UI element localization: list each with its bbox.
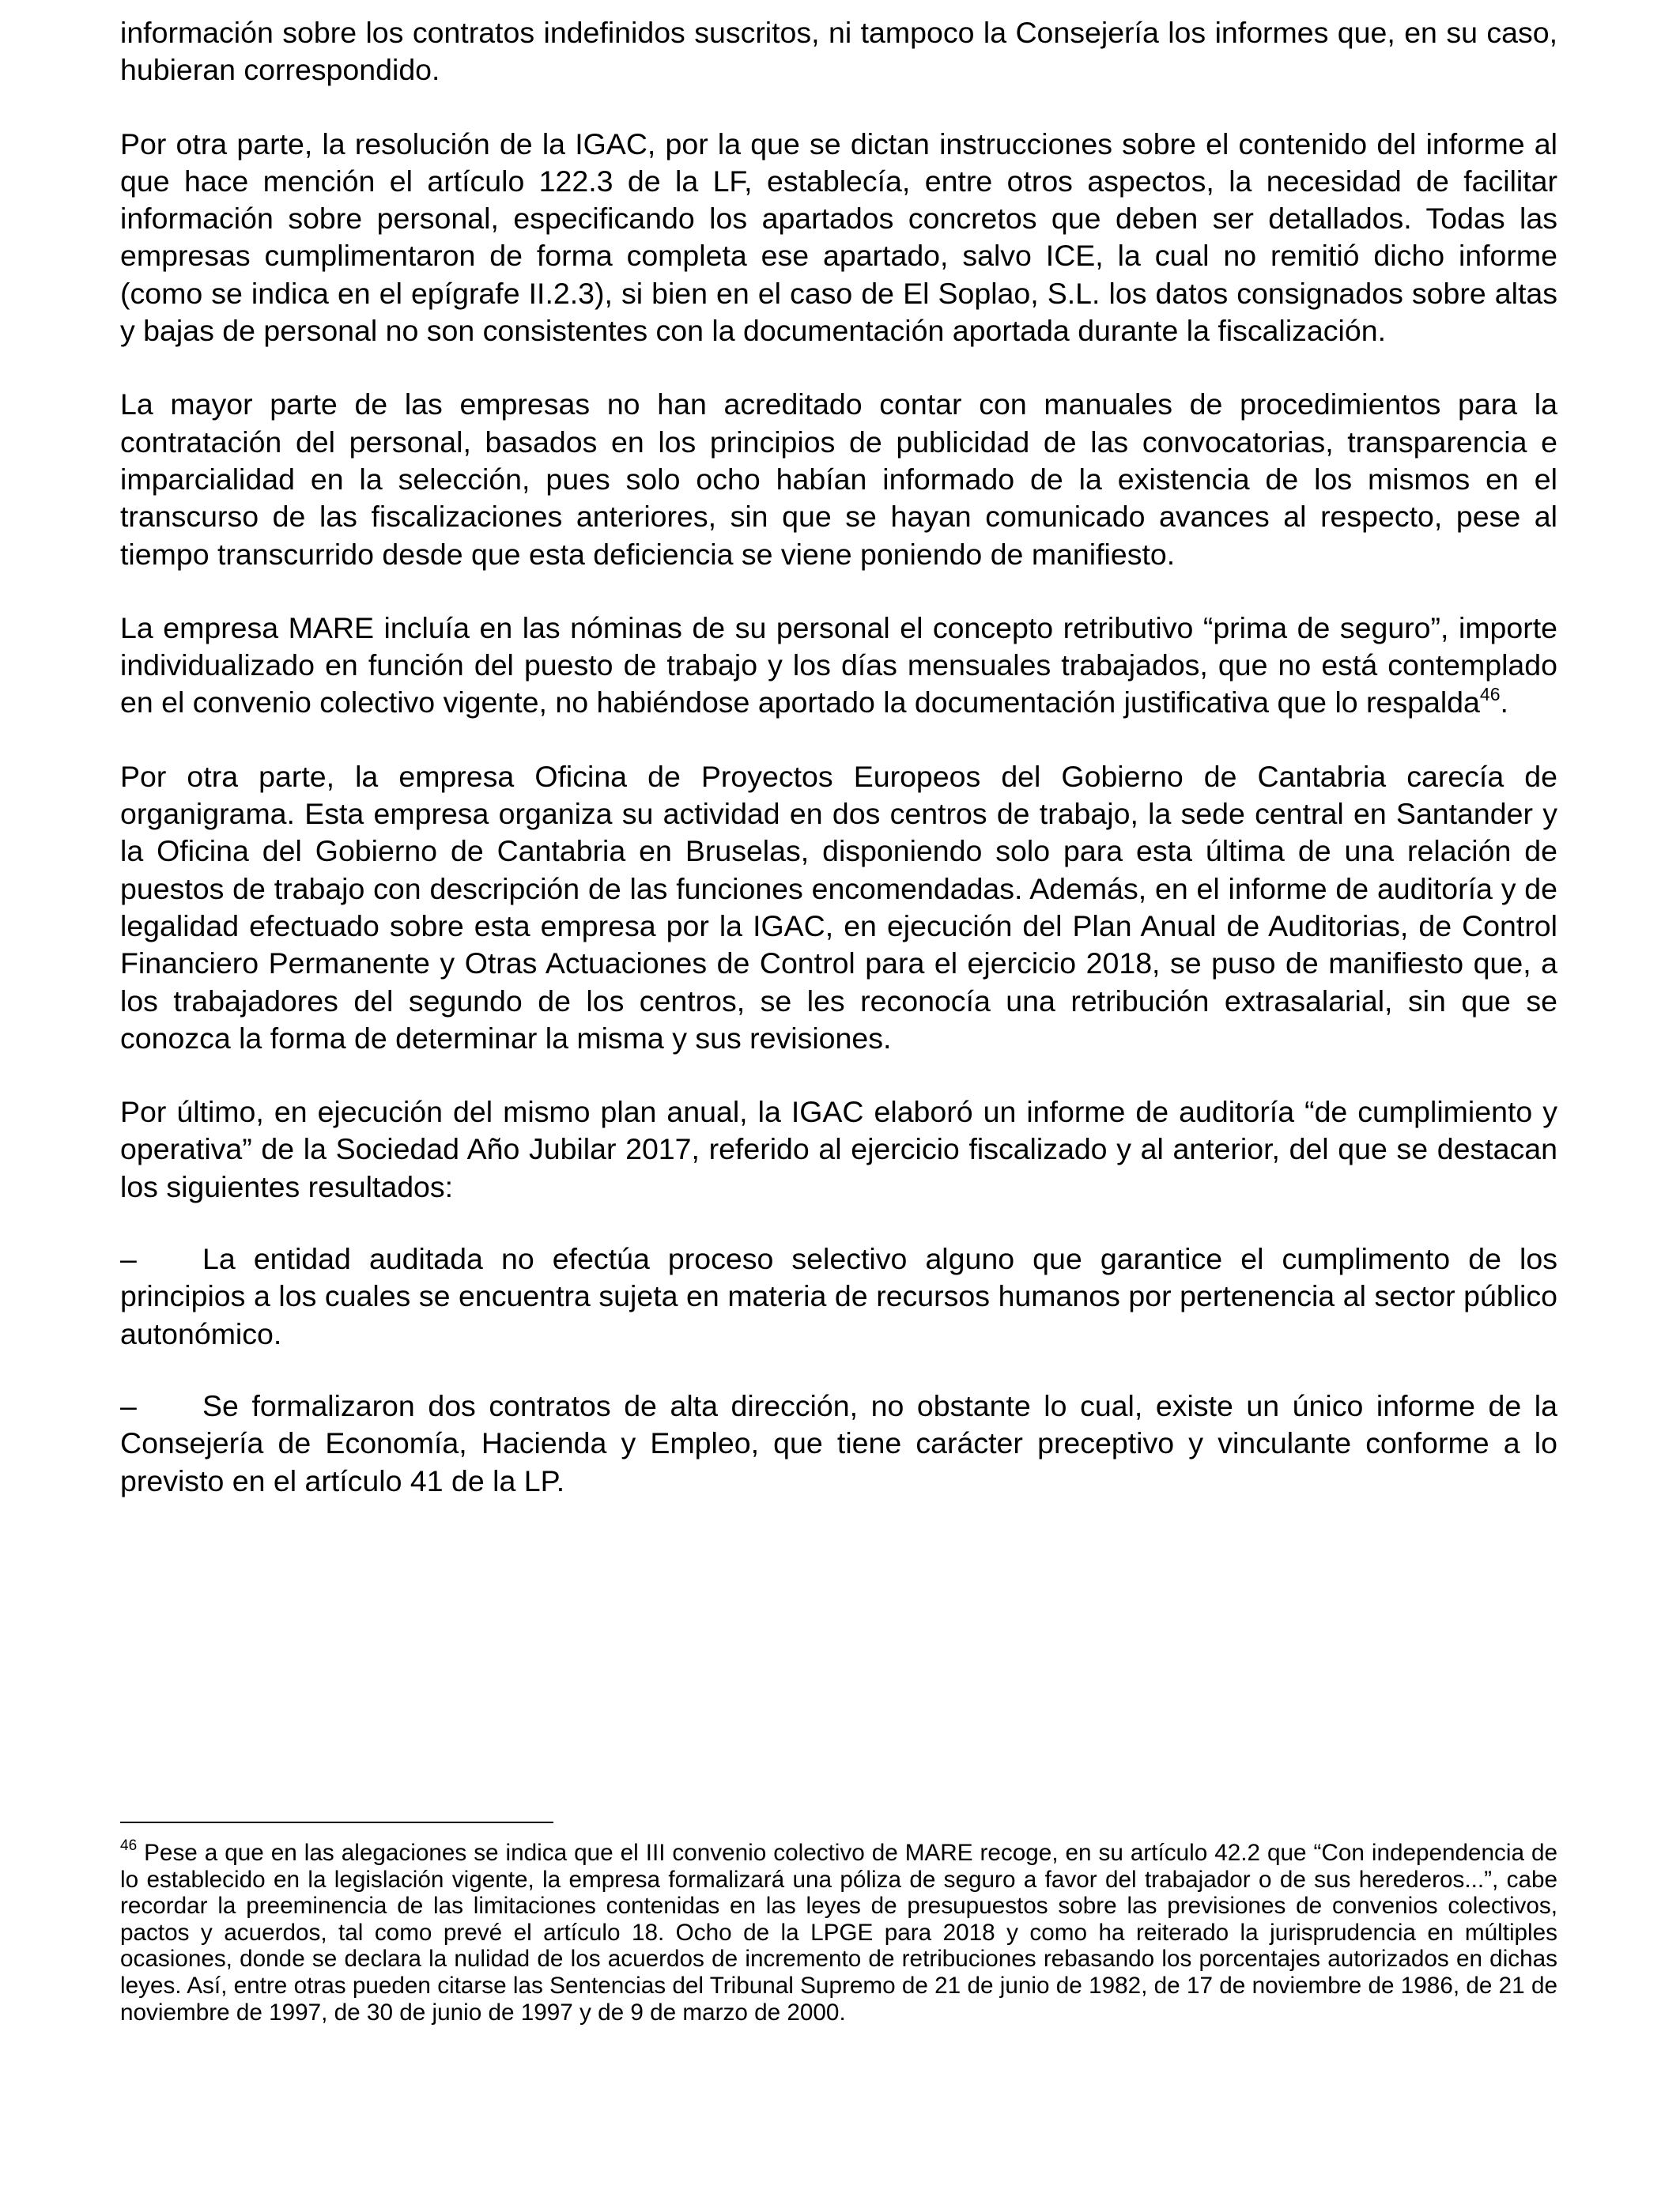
footnote-text: Pese a que en las alegaciones se indica que el III convenio colectivo de MARE recoge, en su artículo 42.2 que “Con independencia de lo establecido en la legislación vigente, la empresa formalizará una póliza de seguro a favor del trabajador o de sus herederos...”, cabe recordar la preeminencia de las limitaciones contenidas en las leyes de presupuestos sobre las previsiones de convenios colectivos, pactos y acuerdos, tal como prevé el artículo 18. Ocho de la LPGE para 2018 y como ha reiterado la jurisprudencia en múltiples ocasiones, donde se declara la nulidad de los acuerdos de incremento de retribuciones rebasando los porcentajes autorizados en dichas leyes. Así, entre otras pueden citarse las Sentencias del Tribunal Supremo de 21 de junio de 1982, de 17 de noviembre de 1986, de 21 de noviembre de 1997, de 30 de junio de 1997 y de 9 de marzo de 2000. <box>120 1840 1557 2026</box>
list-item-text: La entidad auditada no efectúa proceso selectivo alguno que garantice el cumplimento de los principios a los cuales se encuentra sujeta en materia de recursos humanos por pertenencia al sector público autonómico. <box>120 1242 1557 1350</box>
footnote-number: 46 <box>120 1837 138 1855</box>
paragraph-contratos-indefinidos: información sobre los contratos indefinidos suscritos, ni tampoco la Consejería los informes que, en su caso, hubieran correspondido. <box>120 16 1557 87</box>
footnote-reference[interactable]: 46 <box>1479 683 1501 704</box>
list-item-text: Se formalizaron dos contratos de alta dirección, no obstante lo cual, existe un único informe de la Consejería de Economía, Hacienda y Empleo, que tiene carácter preceptivo y vinculante conforme a lo previsto en el artículo 41 de la LP. <box>120 1388 1557 1497</box>
dash-bullet-icon: – <box>120 1388 137 1422</box>
list-item <box>120 1388 1557 1500</box>
list-item <box>120 1240 1557 1353</box>
footnote-reference-suffix: . <box>1500 685 1508 719</box>
paragraph-sociedad-ano-jubilar: Por último, en ejecución del mismo plan anual, la IGAC elaboró un informe de auditoría “de cumplimiento y operativa” de la Sociedad Año Jubilar 2017, referido al ejercicio fiscalizado y al anterior, del que se destacan los siguientes resultados: <box>120 1095 1557 1203</box>
paragraph-empresa-mare <box>120 610 1557 722</box>
paragraph-resolucion-igac: Por otra parte, la resolución de la IGAC, por la que se dictan instrucciones sobre el contenido del informe al que hace mención el artículo 122.3 de la LF, establecía, entre otros aspectos, la necesidad de facilitar información sobre personal, especificando los apartados concretos que deben ser detallados. Todas las empresas cumplimentaron de forma completa ese apartado, salvo ICE, la cual no remitió dicho informe (como se indica en el epígrafe II.2.3), si bien en el caso de El Soplao, S.L. los datos consignados sobre altas y bajas de personal no son consistentes con la documentación aportada durante la fiscalización. <box>120 127 1557 348</box>
paragraph-empresa-mare-text: La empresa MARE incluía en las nóminas de su personal el concepto retributivo “prima de seguro”, importe individualizado en función del puesto de trabajo y los días mensuales trabajados, que no está contemplado en el convenio colectivo vigente, no habiéndose aportado la documentación justificativa que lo respalda <box>120 610 1557 719</box>
footnote-separator <box>120 1822 553 1823</box>
paragraph-oficina-proyectos-europeos: Por otra parte, la empresa Oficina de Proyectos Europeos del Gobierno de Cantabria carecía de organigrama. Esta empresa organiza su actividad en dos centros de trabajo, la sede central en Santander y la Oficina del Gobierno de Cantabria en Bruselas, disponiendo solo para esta última de una relación de puestos de trabajo con descripción de las funciones encomendadas. Además, en el informe de auditoría y de legalidad efectuado sobre esta empresa por la IGAC, en ejecución del Plan Anual de Auditorias, de Control Financiero Permanente y Otras Actuaciones de Control para el ejercicio 2018, se puso de manifiesto que, a los trabajadores del segundo de los centros, se les reconocía una retribución extrasalarial, sin que se conozca la forma de determinar la misma y sus revisiones. <box>120 759 1557 1055</box>
paragraph-manuales-procedimientos: La mayor parte de las empresas no han acreditado contar con manuales de procedimientos para la contratación del personal, basados en los principios de publicidad de las convocatorias, transparencia e imparcialidad en la selección, pues solo ocho habían informado de la existencia de los mismos en el transcurso de las fiscalizaciones anteriores, sin que se hayan comunicado avances al respecto, pese al tiempo transcurrido desde que esta deficiencia se viene poniendo de manifiesto. <box>120 387 1557 571</box>
document-body <box>120 14 1557 1535</box>
footnote <box>120 1837 1557 2026</box>
dash-bullet-icon: – <box>120 1242 137 1276</box>
